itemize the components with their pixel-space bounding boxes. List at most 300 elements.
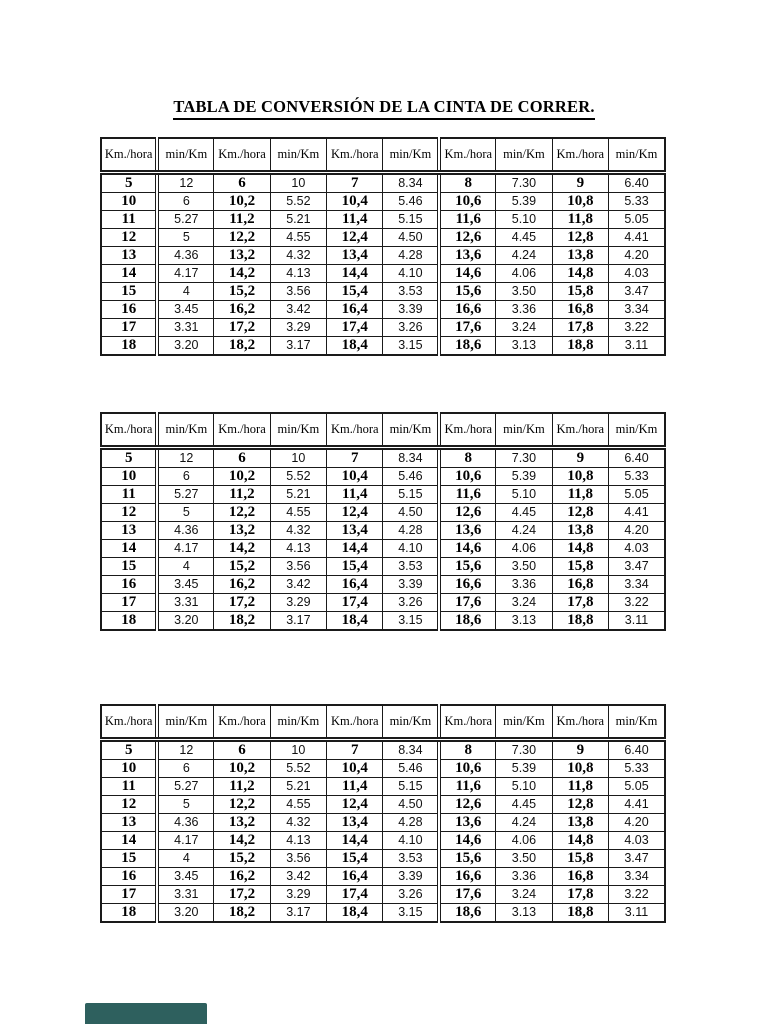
km-value-cell: 15,6 xyxy=(439,849,495,867)
km-value-cell: 15 xyxy=(101,282,157,300)
km-value-cell: 8 xyxy=(439,739,495,759)
km-value-cell: 18,6 xyxy=(439,336,495,355)
min-value-cell: 4.03 xyxy=(609,264,665,282)
min-value-cell: 4.55 xyxy=(270,503,326,521)
km-value-cell: 17,2 xyxy=(214,593,270,611)
km-value-cell: 14,8 xyxy=(552,264,608,282)
min-value-cell: 3.31 xyxy=(157,593,213,611)
min-value-cell: 4.06 xyxy=(496,539,552,557)
speed-pace-table xyxy=(100,412,666,631)
min-value-cell: 3.53 xyxy=(383,282,439,300)
min-value-cell: 4.45 xyxy=(496,795,552,813)
km-value-cell: 17,4 xyxy=(327,593,383,611)
km-value-cell: 15,4 xyxy=(327,849,383,867)
table-row xyxy=(101,318,665,336)
km-value-cell: 9 xyxy=(552,172,608,192)
min-value-cell: 5.10 xyxy=(496,777,552,795)
min-value-cell: 4.24 xyxy=(496,813,552,831)
km-value-cell: 10,2 xyxy=(214,759,270,777)
km-value-cell: 16,6 xyxy=(439,867,495,885)
km-value-cell: 11,4 xyxy=(327,777,383,795)
km-value-cell: 10,8 xyxy=(552,759,608,777)
min-value-cell: 3.11 xyxy=(609,336,665,355)
speed-pace-table xyxy=(100,137,666,356)
min-value-cell: 3.47 xyxy=(609,557,665,575)
km-value-cell: 15,6 xyxy=(439,282,495,300)
min-value-cell: 3.11 xyxy=(609,611,665,630)
min-value-cell: 6.40 xyxy=(609,447,665,467)
km-value-cell: 16,8 xyxy=(552,300,608,318)
header-cell-min-km: min/Km xyxy=(270,138,326,172)
km-value-cell: 13 xyxy=(101,521,157,539)
table-row xyxy=(101,210,665,228)
min-value-cell: 3.56 xyxy=(270,282,326,300)
min-value-cell: 3.53 xyxy=(383,557,439,575)
table-row xyxy=(101,611,665,630)
min-value-cell: 4.55 xyxy=(270,795,326,813)
min-value-cell: 4.03 xyxy=(609,539,665,557)
min-value-cell: 4.20 xyxy=(609,521,665,539)
min-value-cell: 8.34 xyxy=(383,447,439,467)
min-value-cell: 4.36 xyxy=(157,813,213,831)
page-title-text: TABLA DE CONVERSIÓN DE LA CINTA DE CORRER. xyxy=(173,97,594,120)
km-value-cell: 12 xyxy=(101,228,157,246)
km-value-cell: 11,8 xyxy=(552,210,608,228)
km-value-cell: 15 xyxy=(101,557,157,575)
km-value-cell: 18,4 xyxy=(327,611,383,630)
min-value-cell: 3.39 xyxy=(383,575,439,593)
km-value-cell: 12,6 xyxy=(439,228,495,246)
table-row xyxy=(101,795,665,813)
km-value-cell: 11 xyxy=(101,210,157,228)
km-value-cell: 11,4 xyxy=(327,485,383,503)
km-value-cell: 14,2 xyxy=(214,831,270,849)
min-value-cell: 4.55 xyxy=(270,228,326,246)
header-cell-km-hora: Km./hora xyxy=(327,705,383,739)
min-value-cell: 5.21 xyxy=(270,777,326,795)
conversion-table-3 xyxy=(100,704,666,923)
min-value-cell: 4.50 xyxy=(383,228,439,246)
header-cell-km-hora: Km./hora xyxy=(101,138,157,172)
km-value-cell: 17,8 xyxy=(552,318,608,336)
min-value-cell: 3.42 xyxy=(270,300,326,318)
km-value-cell: 11,2 xyxy=(214,485,270,503)
km-value-cell: 16 xyxy=(101,867,157,885)
table-row xyxy=(101,777,665,795)
km-value-cell: 15,8 xyxy=(552,557,608,575)
min-value-cell: 5 xyxy=(157,503,213,521)
min-value-cell: 3.50 xyxy=(496,557,552,575)
min-value-cell: 5.52 xyxy=(270,192,326,210)
min-value-cell: 4.28 xyxy=(383,521,439,539)
km-value-cell: 18,2 xyxy=(214,336,270,355)
min-value-cell: 3.42 xyxy=(270,867,326,885)
min-value-cell: 4.17 xyxy=(157,831,213,849)
min-value-cell: 4 xyxy=(157,557,213,575)
km-value-cell: 11,8 xyxy=(552,777,608,795)
km-value-cell: 14,2 xyxy=(214,264,270,282)
km-value-cell: 10 xyxy=(101,759,157,777)
km-value-cell: 14 xyxy=(101,831,157,849)
table-row xyxy=(101,521,665,539)
km-value-cell: 8 xyxy=(439,172,495,192)
km-value-cell: 10,4 xyxy=(327,759,383,777)
km-value-cell: 12 xyxy=(101,795,157,813)
km-value-cell: 10,8 xyxy=(552,192,608,210)
km-value-cell: 16,6 xyxy=(439,300,495,318)
table-row xyxy=(101,467,665,485)
min-value-cell: 4.17 xyxy=(157,539,213,557)
min-value-cell: 12 xyxy=(157,172,213,192)
table-header-row xyxy=(101,413,665,447)
km-value-cell: 9 xyxy=(552,739,608,759)
km-value-cell: 6 xyxy=(214,172,270,192)
km-value-cell: 13 xyxy=(101,813,157,831)
min-value-cell: 6 xyxy=(157,467,213,485)
km-value-cell: 12,8 xyxy=(552,503,608,521)
min-value-cell: 5.52 xyxy=(270,759,326,777)
min-value-cell: 3.29 xyxy=(270,885,326,903)
min-value-cell: 3.24 xyxy=(496,593,552,611)
min-value-cell: 3.15 xyxy=(383,611,439,630)
min-value-cell: 12 xyxy=(157,447,213,467)
min-value-cell: 4.28 xyxy=(383,246,439,264)
km-value-cell: 13,6 xyxy=(439,246,495,264)
header-cell-km-hora: Km./hora xyxy=(439,705,495,739)
km-value-cell: 18,6 xyxy=(439,903,495,922)
table-row xyxy=(101,228,665,246)
min-value-cell: 10 xyxy=(270,447,326,467)
header-cell-min-km: min/Km xyxy=(270,413,326,447)
km-value-cell: 12,4 xyxy=(327,503,383,521)
km-value-cell: 7 xyxy=(327,739,383,759)
km-value-cell: 15,2 xyxy=(214,849,270,867)
km-value-cell: 10,6 xyxy=(439,192,495,210)
min-value-cell: 6.40 xyxy=(609,739,665,759)
min-value-cell: 4.45 xyxy=(496,503,552,521)
km-value-cell: 18,8 xyxy=(552,611,608,630)
min-value-cell: 5.27 xyxy=(157,777,213,795)
header-cell-km-hora: Km./hora xyxy=(552,413,608,447)
min-value-cell: 12 xyxy=(157,739,213,759)
min-value-cell: 3.26 xyxy=(383,318,439,336)
km-value-cell: 12,4 xyxy=(327,795,383,813)
table-row xyxy=(101,903,665,922)
min-value-cell: 5 xyxy=(157,228,213,246)
min-value-cell: 4.41 xyxy=(609,228,665,246)
km-value-cell: 14 xyxy=(101,264,157,282)
km-value-cell: 16,2 xyxy=(214,300,270,318)
km-value-cell: 8 xyxy=(439,447,495,467)
km-value-cell: 16 xyxy=(101,300,157,318)
header-cell-km-hora: Km./hora xyxy=(327,138,383,172)
km-value-cell: 13,2 xyxy=(214,521,270,539)
km-value-cell: 17 xyxy=(101,318,157,336)
min-value-cell: 4.13 xyxy=(270,264,326,282)
min-value-cell: 5.21 xyxy=(270,210,326,228)
min-value-cell: 5.10 xyxy=(496,485,552,503)
min-value-cell: 10 xyxy=(270,739,326,759)
km-value-cell: 12 xyxy=(101,503,157,521)
km-value-cell: 12,2 xyxy=(214,228,270,246)
table-row xyxy=(101,575,665,593)
min-value-cell: 4.24 xyxy=(496,521,552,539)
header-cell-min-km: min/Km xyxy=(157,138,213,172)
km-value-cell: 14 xyxy=(101,539,157,557)
min-value-cell: 4.13 xyxy=(270,831,326,849)
min-value-cell: 3.36 xyxy=(496,300,552,318)
min-value-cell: 5.46 xyxy=(383,759,439,777)
table-row xyxy=(101,336,665,355)
conversion-table-2 xyxy=(100,412,666,631)
header-cell-min-km: min/Km xyxy=(609,138,665,172)
min-value-cell: 5.27 xyxy=(157,210,213,228)
speed-pace-table xyxy=(100,704,666,923)
min-value-cell: 4.45 xyxy=(496,228,552,246)
km-value-cell: 13,6 xyxy=(439,521,495,539)
min-value-cell: 4.13 xyxy=(270,539,326,557)
header-cell-min-km: min/Km xyxy=(157,413,213,447)
table-row xyxy=(101,885,665,903)
km-value-cell: 7 xyxy=(327,172,383,192)
km-value-cell: 11 xyxy=(101,777,157,795)
header-cell-min-km: min/Km xyxy=(496,705,552,739)
km-value-cell: 15,8 xyxy=(552,849,608,867)
min-value-cell: 5.15 xyxy=(383,777,439,795)
km-value-cell: 10,6 xyxy=(439,759,495,777)
min-value-cell: 3.13 xyxy=(496,611,552,630)
min-value-cell: 4.06 xyxy=(496,264,552,282)
min-value-cell: 5.52 xyxy=(270,467,326,485)
header-cell-min-km: min/Km xyxy=(609,413,665,447)
min-value-cell: 10 xyxy=(270,172,326,192)
table-row xyxy=(101,813,665,831)
min-value-cell: 4.17 xyxy=(157,264,213,282)
min-value-cell: 4.50 xyxy=(383,795,439,813)
min-value-cell: 8.34 xyxy=(383,739,439,759)
km-value-cell: 10 xyxy=(101,192,157,210)
min-value-cell: 5.15 xyxy=(383,485,439,503)
min-value-cell: 7.30 xyxy=(496,172,552,192)
km-value-cell: 15,4 xyxy=(327,557,383,575)
table-row xyxy=(101,503,665,521)
min-value-cell: 3.29 xyxy=(270,593,326,611)
min-value-cell: 5.46 xyxy=(383,192,439,210)
table-row xyxy=(101,557,665,575)
header-cell-km-hora: Km./hora xyxy=(214,705,270,739)
table-row xyxy=(101,192,665,210)
min-value-cell: 4.20 xyxy=(609,813,665,831)
min-value-cell: 3.24 xyxy=(496,318,552,336)
min-value-cell: 4.06 xyxy=(496,831,552,849)
header-cell-min-km: min/Km xyxy=(383,138,439,172)
min-value-cell: 5.39 xyxy=(496,759,552,777)
km-value-cell: 13,4 xyxy=(327,813,383,831)
km-value-cell: 18,2 xyxy=(214,611,270,630)
table-row xyxy=(101,172,665,192)
km-value-cell: 12,8 xyxy=(552,228,608,246)
km-value-cell: 9 xyxy=(552,447,608,467)
km-value-cell: 5 xyxy=(101,447,157,467)
km-value-cell: 17,2 xyxy=(214,318,270,336)
min-value-cell: 4.10 xyxy=(383,264,439,282)
min-value-cell: 3.20 xyxy=(157,903,213,922)
min-value-cell: 4.03 xyxy=(609,831,665,849)
min-value-cell: 3.29 xyxy=(270,318,326,336)
min-value-cell: 4.20 xyxy=(609,246,665,264)
table-header-row xyxy=(101,138,665,172)
min-value-cell: 3.39 xyxy=(383,867,439,885)
min-value-cell: 3.20 xyxy=(157,611,213,630)
km-value-cell: 16,2 xyxy=(214,867,270,885)
km-value-cell: 15,2 xyxy=(214,282,270,300)
min-value-cell: 4.32 xyxy=(270,813,326,831)
km-value-cell: 13,6 xyxy=(439,813,495,831)
header-cell-km-hora: Km./hora xyxy=(552,705,608,739)
km-value-cell: 16,4 xyxy=(327,867,383,885)
km-value-cell: 13,2 xyxy=(214,813,270,831)
km-value-cell: 10,2 xyxy=(214,467,270,485)
min-value-cell: 5.15 xyxy=(383,210,439,228)
bottom-left-partial-button[interactable] xyxy=(85,1003,207,1024)
km-value-cell: 17 xyxy=(101,885,157,903)
km-value-cell: 17,4 xyxy=(327,885,383,903)
header-cell-min-km: min/Km xyxy=(383,413,439,447)
km-value-cell: 13,8 xyxy=(552,521,608,539)
min-value-cell: 3.15 xyxy=(383,336,439,355)
km-value-cell: 13,8 xyxy=(552,813,608,831)
km-value-cell: 15,4 xyxy=(327,282,383,300)
page-title xyxy=(0,83,768,120)
min-value-cell: 7.30 xyxy=(496,447,552,467)
km-value-cell: 14,8 xyxy=(552,539,608,557)
table-row xyxy=(101,264,665,282)
min-value-cell: 3.36 xyxy=(496,867,552,885)
min-value-cell: 3.34 xyxy=(609,300,665,318)
km-value-cell: 12,8 xyxy=(552,795,608,813)
min-value-cell: 5.05 xyxy=(609,210,665,228)
min-value-cell: 5.27 xyxy=(157,485,213,503)
km-value-cell: 17,8 xyxy=(552,885,608,903)
km-value-cell: 10 xyxy=(101,467,157,485)
km-value-cell: 15,8 xyxy=(552,282,608,300)
km-value-cell: 17,6 xyxy=(439,318,495,336)
km-value-cell: 16,6 xyxy=(439,575,495,593)
min-value-cell: 5.33 xyxy=(609,759,665,777)
min-value-cell: 4.28 xyxy=(383,813,439,831)
km-value-cell: 17,6 xyxy=(439,593,495,611)
table-row xyxy=(101,485,665,503)
min-value-cell: 5.10 xyxy=(496,210,552,228)
min-value-cell: 3.36 xyxy=(496,575,552,593)
km-value-cell: 11,2 xyxy=(214,777,270,795)
km-value-cell: 10,2 xyxy=(214,192,270,210)
header-cell-min-km: min/Km xyxy=(383,705,439,739)
min-value-cell: 3.13 xyxy=(496,336,552,355)
km-value-cell: 16,8 xyxy=(552,575,608,593)
min-value-cell: 6.40 xyxy=(609,172,665,192)
min-value-cell: 3.13 xyxy=(496,903,552,922)
km-value-cell: 13 xyxy=(101,246,157,264)
min-value-cell: 3.15 xyxy=(383,903,439,922)
min-value-cell: 4.41 xyxy=(609,503,665,521)
km-value-cell: 16,4 xyxy=(327,300,383,318)
min-value-cell: 3.26 xyxy=(383,885,439,903)
table-header-row xyxy=(101,705,665,739)
table-row xyxy=(101,447,665,467)
km-value-cell: 18,4 xyxy=(327,336,383,355)
min-value-cell: 4 xyxy=(157,282,213,300)
km-value-cell: 18,8 xyxy=(552,336,608,355)
km-value-cell: 16,2 xyxy=(214,575,270,593)
km-value-cell: 10,4 xyxy=(327,192,383,210)
km-value-cell: 11,8 xyxy=(552,485,608,503)
km-value-cell: 18 xyxy=(101,903,157,922)
km-value-cell: 11,2 xyxy=(214,210,270,228)
km-value-cell: 18,8 xyxy=(552,903,608,922)
min-value-cell: 3.22 xyxy=(609,318,665,336)
km-value-cell: 17 xyxy=(101,593,157,611)
min-value-cell: 3.45 xyxy=(157,867,213,885)
min-value-cell: 3.31 xyxy=(157,885,213,903)
header-cell-km-hora: Km./hora xyxy=(101,413,157,447)
min-value-cell: 3.17 xyxy=(270,903,326,922)
km-value-cell: 17,4 xyxy=(327,318,383,336)
table-row xyxy=(101,739,665,759)
km-value-cell: 13,2 xyxy=(214,246,270,264)
min-value-cell: 6 xyxy=(157,759,213,777)
table-row xyxy=(101,759,665,777)
km-value-cell: 16 xyxy=(101,575,157,593)
table-row xyxy=(101,849,665,867)
min-value-cell: 3.26 xyxy=(383,593,439,611)
km-value-cell: 10,6 xyxy=(439,467,495,485)
header-cell-km-hora: Km./hora xyxy=(439,138,495,172)
min-value-cell: 4.24 xyxy=(496,246,552,264)
min-value-cell: 4.36 xyxy=(157,521,213,539)
km-value-cell: 18,4 xyxy=(327,903,383,922)
km-value-cell: 5 xyxy=(101,172,157,192)
min-value-cell: 3.17 xyxy=(270,336,326,355)
header-cell-km-hora: Km./hora xyxy=(101,705,157,739)
min-value-cell: 3.22 xyxy=(609,885,665,903)
km-value-cell: 14,8 xyxy=(552,831,608,849)
km-value-cell: 6 xyxy=(214,447,270,467)
km-value-cell: 10,4 xyxy=(327,467,383,485)
min-value-cell: 3.24 xyxy=(496,885,552,903)
header-cell-min-km: min/Km xyxy=(496,413,552,447)
km-value-cell: 12,4 xyxy=(327,228,383,246)
min-value-cell: 3.34 xyxy=(609,867,665,885)
km-value-cell: 15 xyxy=(101,849,157,867)
table-row xyxy=(101,539,665,557)
km-value-cell: 17,8 xyxy=(552,593,608,611)
km-value-cell: 12,6 xyxy=(439,795,495,813)
min-value-cell: 4.50 xyxy=(383,503,439,521)
min-value-cell: 5.33 xyxy=(609,192,665,210)
km-value-cell: 11,6 xyxy=(439,210,495,228)
km-value-cell: 11,6 xyxy=(439,485,495,503)
km-value-cell: 17,6 xyxy=(439,885,495,903)
min-value-cell: 3.56 xyxy=(270,849,326,867)
km-value-cell: 15,2 xyxy=(214,557,270,575)
min-value-cell: 5 xyxy=(157,795,213,813)
km-value-cell: 10,8 xyxy=(552,467,608,485)
km-value-cell: 11,6 xyxy=(439,777,495,795)
min-value-cell: 3.20 xyxy=(157,336,213,355)
km-value-cell: 14,6 xyxy=(439,539,495,557)
km-value-cell: 15,6 xyxy=(439,557,495,575)
